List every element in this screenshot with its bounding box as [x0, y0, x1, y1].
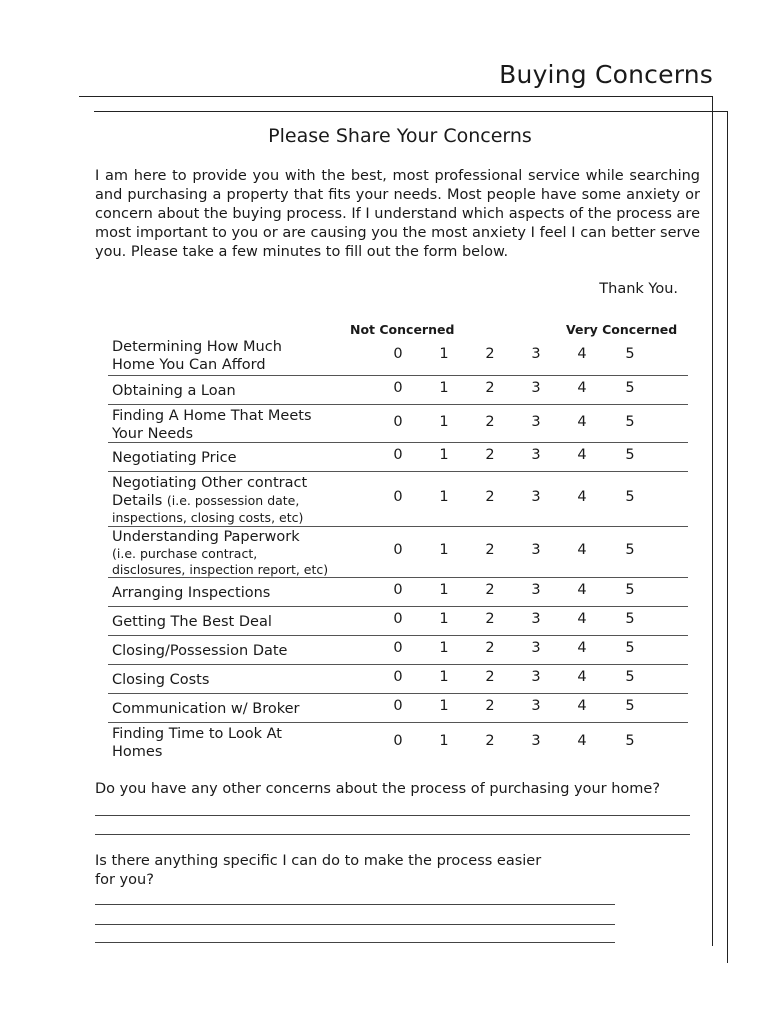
rating-option-4[interactable]: 4 [577, 413, 587, 430]
row-label-line: Communication w/ Broker [112, 701, 300, 717]
rating-option-4[interactable]: 4 [577, 380, 587, 396]
rating-option-2[interactable]: 2 [485, 489, 495, 505]
row-label-line: Arranging Inspections [112, 585, 271, 601]
rating-option-3[interactable]: 3 [531, 542, 541, 558]
rating-option-4[interactable]: 4 [577, 345, 587, 362]
rating-option-2[interactable]: 2 [485, 345, 495, 362]
rating-option-3[interactable]: 3 [531, 640, 541, 656]
answer-line[interactable] [95, 942, 615, 943]
rating-option-5[interactable]: 5 [625, 698, 635, 714]
question-other-concerns: Do you have any other concerns about the process of purchasing your home? [95, 781, 661, 797]
scale-label-not-concerned: Not Concerned [350, 322, 455, 337]
rating-option-1[interactable]: 1 [439, 345, 449, 362]
rating-option-5[interactable]: 5 [625, 380, 635, 396]
frame-right-rule-outer [727, 111, 728, 963]
table-row [108, 694, 688, 723]
rating-option-0[interactable]: 0 [393, 380, 403, 396]
rating-option-1[interactable]: 1 [439, 582, 449, 598]
rating-option-5[interactable]: 5 [625, 611, 635, 627]
table-row [108, 723, 688, 763]
row-label-line: Getting The Best Deal [112, 614, 272, 630]
rating-option-1[interactable]: 1 [439, 698, 449, 714]
row-label-line: Closing/Possession Date [112, 643, 288, 659]
rating-option-4[interactable]: 4 [577, 733, 587, 749]
rating-option-0[interactable]: 0 [393, 669, 403, 685]
row-label-line: Details [112, 493, 163, 509]
rating-option-3[interactable]: 3 [531, 669, 541, 685]
rating-option-2[interactable]: 2 [485, 413, 495, 430]
rating-option-4[interactable]: 4 [577, 542, 587, 558]
table-row [108, 607, 688, 636]
question-make-easier-continued: for you? [95, 872, 154, 888]
rating-option-2[interactable]: 2 [485, 542, 495, 558]
rating-option-1[interactable]: 1 [439, 611, 449, 627]
answer-line[interactable] [95, 904, 615, 905]
rating-option-1[interactable]: 1 [439, 669, 449, 685]
rating-option-0[interactable]: 0 [393, 733, 403, 749]
table-row [108, 443, 688, 472]
answer-line[interactable] [95, 834, 690, 835]
rating-option-4[interactable]: 4 [577, 582, 587, 598]
rating-option-5[interactable]: 5 [625, 582, 635, 598]
rating-option-2[interactable]: 2 [485, 380, 495, 396]
table-row [108, 527, 688, 578]
rating-option-1[interactable]: 1 [439, 542, 449, 558]
rating-option-4[interactable]: 4 [577, 698, 587, 714]
page-title: Buying Concerns [499, 60, 713, 89]
rating-option-2[interactable]: 2 [485, 669, 495, 685]
rating-option-1[interactable]: 1 [439, 380, 449, 396]
rating-option-4[interactable]: 4 [577, 640, 587, 656]
question-make-easier: Is there anything specific I can do to make the process easier [95, 853, 542, 869]
scale-label-very-concerned: Very Concerned [566, 322, 678, 337]
row-label-line: Negotiating Price [112, 450, 237, 466]
row-label-note: inspections, closing costs, etc) [112, 510, 304, 525]
rating-option-1[interactable]: 1 [439, 413, 449, 430]
rating-option-5[interactable]: 5 [625, 489, 635, 505]
row-label-line: Closing Costs [112, 672, 210, 688]
header-rule [79, 96, 713, 97]
rating-option-2[interactable]: 2 [485, 733, 495, 749]
rating-option-4[interactable]: 4 [577, 669, 587, 685]
rating-option-3[interactable]: 3 [531, 582, 541, 598]
rating-option-0[interactable]: 0 [393, 489, 403, 505]
table-row [108, 405, 688, 443]
rating-option-5[interactable]: 5 [625, 640, 635, 656]
rating-option-3[interactable]: 3 [531, 413, 541, 430]
rating-option-5[interactable]: 5 [625, 413, 635, 430]
intro-paragraph: I am here to provide you with the best, most professional service while searching and purchasing a property that fits your needs. Most people have some anxiety or concern about the buying process. If I understand which aspects of the process are most important to you or are causing you the most anxiety I feel I can better serve you. Please take a few minutes to fill out the form below. [95, 168, 700, 260]
rating-option-3[interactable]: 3 [531, 345, 541, 362]
rating-option-1[interactable]: 1 [439, 447, 449, 463]
answer-line[interactable] [95, 924, 615, 925]
row-label-line: Finding A Home That Meets [112, 408, 312, 424]
table-row [108, 578, 688, 607]
table-row [108, 665, 688, 694]
rating-option-4[interactable]: 4 [577, 489, 587, 505]
rating-option-5[interactable]: 5 [625, 345, 635, 362]
rating-option-5[interactable]: 5 [625, 669, 635, 685]
rating-option-2[interactable]: 2 [485, 582, 495, 598]
rating-option-5[interactable]: 5 [625, 542, 635, 558]
rating-option-5[interactable]: 5 [625, 447, 635, 463]
row-label-note: (i.e. possession date, [166, 493, 300, 508]
form-subtitle: Please Share Your Concerns [268, 125, 532, 147]
answer-line[interactable] [95, 815, 690, 816]
rating-option-2[interactable]: 2 [485, 447, 495, 463]
row-label-note: (i.e. purchase contract, [112, 546, 258, 561]
rating-option-0[interactable]: 0 [393, 582, 403, 598]
rating-option-3[interactable]: 3 [531, 489, 541, 505]
row-label-line: Homes [112, 744, 163, 760]
row-label-line: Obtaining a Loan [112, 383, 236, 399]
table-row [108, 472, 688, 527]
rating-option-2[interactable]: 2 [485, 640, 495, 656]
rating-option-0[interactable]: 0 [393, 413, 403, 430]
rating-option-3[interactable]: 3 [531, 611, 541, 627]
rating-option-0[interactable]: 0 [393, 542, 403, 558]
rating-option-1[interactable]: 1 [439, 733, 449, 749]
rating-option-1[interactable]: 1 [439, 640, 449, 656]
row-label-note: disclosures, inspection report, etc) [112, 562, 329, 577]
rating-option-2[interactable]: 2 [485, 698, 495, 714]
row-label-line: Your Needs [112, 426, 194, 442]
row-label-line: Negotiating Other contract [112, 475, 308, 491]
rating-option-3[interactable]: 3 [531, 733, 541, 749]
rating-option-0[interactable]: 0 [393, 611, 403, 627]
frame-top-rule [94, 111, 728, 112]
thank-you-note: Thank You. [599, 281, 678, 297]
rating-option-0[interactable]: 0 [393, 345, 403, 362]
table-row [108, 636, 688, 665]
rating-option-4[interactable]: 4 [577, 447, 587, 463]
row-label-line: Understanding Paperwork [112, 529, 300, 545]
concerns-table [108, 336, 688, 763]
rating-option-5[interactable]: 5 [625, 733, 635, 749]
frame-right-rule [712, 111, 713, 946]
rating-option-0[interactable]: 0 [393, 640, 403, 656]
rating-option-3[interactable]: 3 [531, 380, 541, 396]
row-label-line: Home You Can Afford [112, 357, 266, 373]
row-label-line: Determining How Much [112, 339, 282, 355]
table-row [108, 336, 688, 376]
rating-option-1[interactable]: 1 [439, 489, 449, 505]
rating-option-3[interactable]: 3 [531, 698, 541, 714]
table-row [108, 376, 688, 405]
row-label-line: Finding Time to Look At [112, 726, 282, 742]
rating-option-2[interactable]: 2 [485, 611, 495, 627]
rating-option-4[interactable]: 4 [577, 611, 587, 627]
rating-option-0[interactable]: 0 [393, 447, 403, 463]
rating-option-0[interactable]: 0 [393, 698, 403, 714]
rating-option-3[interactable]: 3 [531, 447, 541, 463]
